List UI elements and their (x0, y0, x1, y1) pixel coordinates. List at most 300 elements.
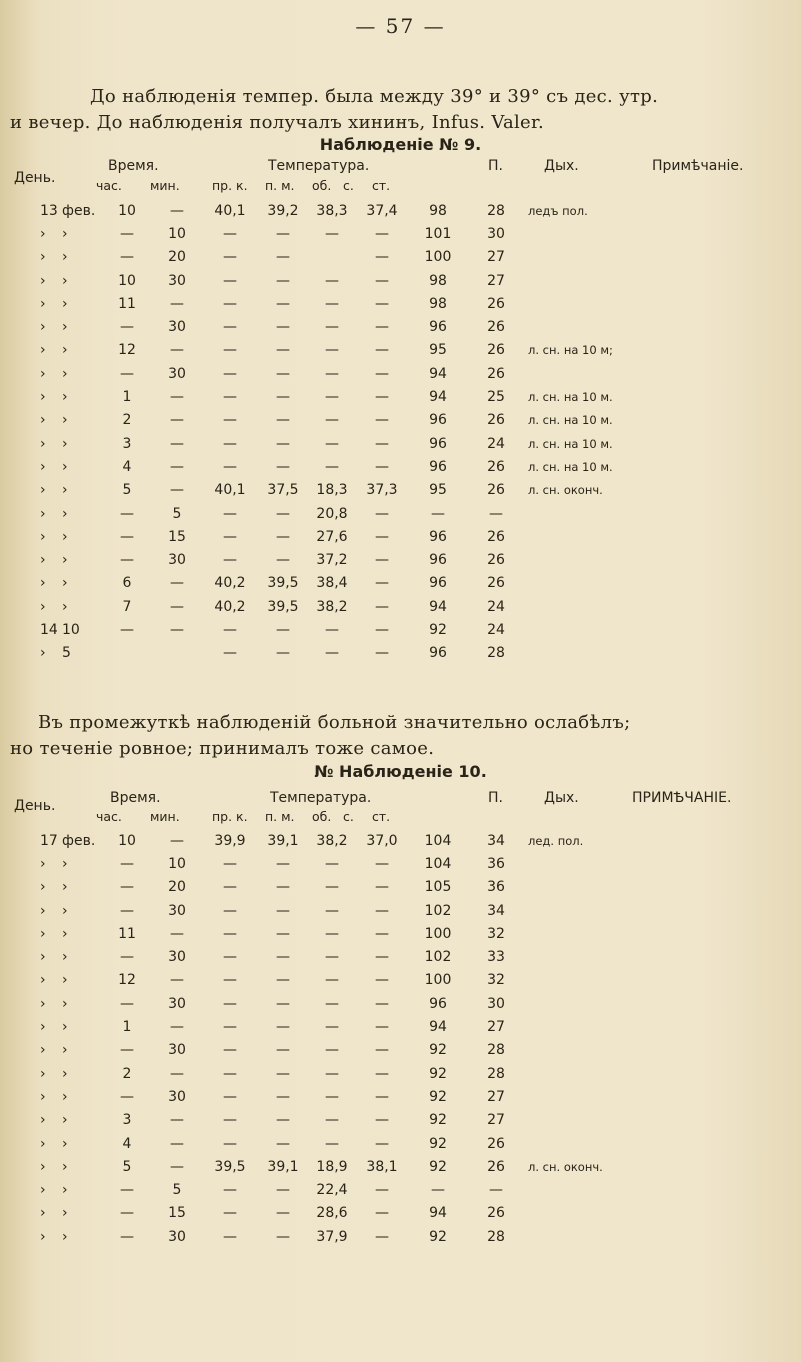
cell-temp-1: — (223, 855, 237, 872)
cell-pulse: 96 (429, 528, 447, 545)
cell-temp-3: 20,8 (316, 505, 348, 522)
cell-day: › (40, 1042, 46, 1059)
cell-temp-1: 39,9 (214, 832, 246, 849)
cell-breath: 26 (487, 575, 505, 592)
cell-breath: 34 (487, 902, 505, 919)
cell-pulse: 96 (429, 575, 447, 592)
cell-temp-4: — (375, 342, 389, 359)
cell-minute: 30 (168, 995, 186, 1012)
cell-day: › (40, 575, 46, 592)
cell-month: › (62, 879, 68, 896)
cell-temp-3: — (325, 458, 339, 475)
cell-temp-1: — (223, 389, 237, 406)
cell-temp-1: — (223, 1205, 237, 1222)
obs9-header-time-m: мин. (150, 178, 180, 193)
cell-note: л. сн. на 10 м; (528, 343, 613, 358)
cell-minute: 30 (168, 1088, 186, 1105)
cell-pulse: 104 (424, 832, 452, 849)
cell-temp-4: — (375, 995, 389, 1012)
cell-note (524, 548, 800, 571)
cell-temp-1: — (223, 435, 237, 452)
cell-day: › (40, 342, 46, 359)
cell-pulse: 92 (429, 1042, 447, 1059)
cell-temp-3: — (325, 925, 339, 942)
cell-note: лед. пол. (528, 833, 584, 848)
obs10-table (40, 829, 800, 1248)
cell-hour: — (120, 365, 134, 382)
cell-month: › (62, 1042, 68, 1059)
table-row (40, 502, 800, 525)
cell-pulse: 92 (429, 1135, 447, 1152)
cell-note (524, 269, 800, 292)
cell-temp-2: — (276, 1135, 290, 1152)
cell-breath: 28 (487, 1065, 505, 1082)
cell-minute: 15 (168, 1205, 186, 1222)
cell-minute: — (170, 435, 184, 452)
cell-day: › (40, 925, 46, 942)
cell-day: › (40, 1228, 46, 1245)
cell-pulse: 98 (429, 202, 447, 219)
cell-temp-2: — (276, 435, 290, 452)
cell-temp-2: — (276, 1205, 290, 1222)
cell-temp-4: — (375, 575, 389, 592)
cell-hour: — (120, 995, 134, 1012)
cell-hour: 11 (118, 295, 136, 312)
cell-month: фев. (62, 832, 96, 849)
cell-temp-3: — (325, 295, 339, 312)
table-row (40, 1039, 800, 1062)
cell-hour: — (120, 528, 134, 545)
intro-line-2: и вечер. До наблюденія получалъ хининъ, Infus. Valer. (10, 112, 544, 133)
obs9-header-temp-4: с. (343, 178, 354, 193)
cell-temp-4: 37,3 (366, 482, 398, 499)
cell-day: › (40, 855, 46, 872)
cell-hour: — (120, 1042, 134, 1059)
cell-day: › (40, 458, 46, 475)
cell-temp-3: — (325, 1042, 339, 1059)
cell-temp-4: — (375, 435, 389, 452)
cell-temp-2: 39,5 (267, 575, 299, 592)
cell-pulse: 96 (429, 995, 447, 1012)
cell-month: › (62, 389, 68, 406)
cell-temp-4: — (375, 645, 389, 662)
cell-temp-1: — (223, 249, 237, 266)
cell-temp-1: — (223, 272, 237, 289)
cell-minute: — (170, 575, 184, 592)
cell-temp-2: — (276, 855, 290, 872)
cell-temp-3: — (325, 225, 339, 242)
table-row (40, 246, 800, 269)
table-row (40, 922, 800, 945)
cell-temp-1: 40,2 (214, 598, 246, 615)
table-row (40, 876, 800, 899)
cell-minute: — (170, 1065, 184, 1082)
cell-breath: 36 (487, 879, 505, 896)
table-row (40, 1015, 800, 1038)
cell-minute: — (170, 202, 184, 219)
cell-breath: 26 (487, 342, 505, 359)
cell-hour: 4 (122, 1135, 132, 1152)
cell-temp-2: — (276, 1065, 290, 1082)
cell-note: л. сн. оконч. (528, 1159, 603, 1174)
obs10-header-day: День. (14, 798, 56, 814)
cell-hour: — (120, 1182, 134, 1199)
cell-temp-1: — (223, 1019, 237, 1036)
cell-temp-2: — (276, 272, 290, 289)
cell-temp-2: — (276, 342, 290, 359)
table-row (40, 992, 800, 1015)
cell-note (524, 502, 800, 525)
cell-minute: 5 (172, 505, 182, 522)
cell-month: › (62, 482, 68, 499)
cell-breath: 24 (487, 621, 505, 638)
cell-temp-3: 38,4 (316, 575, 348, 592)
middle-line-1: Въ промежуткѣ наблюденій больной значительно ослабѣлъ; (38, 712, 631, 733)
cell-note (524, 315, 800, 338)
cell-hour: — (120, 949, 134, 966)
cell-breath: 26 (487, 365, 505, 382)
cell-temp-3: — (325, 1019, 339, 1036)
table-row (40, 292, 800, 315)
cell-temp-1: — (223, 1228, 237, 1245)
cell-temp-4: — (375, 925, 389, 942)
cell-day: › (40, 1065, 46, 1082)
cell-temp-4: — (375, 1019, 389, 1036)
cell-note (524, 876, 800, 899)
cell-pulse: 100 (424, 925, 452, 942)
table-row (40, 525, 800, 548)
cell-breath: 26 (487, 528, 505, 545)
cell-hour: 10 (118, 202, 136, 219)
cell-breath: 26 (487, 412, 505, 429)
cell-month: › (62, 1112, 68, 1129)
cell-month: › (62, 925, 68, 942)
cell-pulse: 92 (429, 1065, 447, 1082)
cell-day: › (40, 1088, 46, 1105)
cell-month: › (62, 949, 68, 966)
cell-temp-4: 38,1 (366, 1158, 398, 1175)
cell-pulse: 92 (429, 621, 447, 638)
table-row (40, 339, 800, 362)
cell-minute: — (170, 412, 184, 429)
cell-temp-3: 28,6 (316, 1205, 348, 1222)
cell-day: › (40, 319, 46, 336)
obs10-header-time: Время. (110, 790, 161, 806)
cell-temp-1: — (223, 225, 237, 242)
cell-temp-1: — (223, 412, 237, 429)
cell-month: › (62, 435, 68, 452)
cell-minute: 30 (168, 1228, 186, 1245)
cell-temp-1: 40,1 (214, 202, 246, 219)
cell-breath: 26 (487, 458, 505, 475)
cell-pulse: 101 (424, 225, 452, 242)
cell-temp-4: 37,4 (366, 202, 398, 219)
cell-pulse: 105 (424, 879, 452, 896)
cell-note (524, 572, 800, 595)
cell-temp-3: 27,6 (316, 528, 348, 545)
cell-temp-4: — (375, 1042, 389, 1059)
cell-temp-4: — (375, 1135, 389, 1152)
cell-breath: 27 (487, 272, 505, 289)
table-row (40, 969, 800, 992)
cell-hour: 12 (118, 342, 136, 359)
cell-pulse: — (431, 505, 445, 522)
cell-day: › (40, 249, 46, 266)
cell-temp-1: 40,1 (214, 482, 246, 499)
cell-hour: 2 (122, 412, 132, 429)
cell-note (524, 618, 800, 641)
cell-day: › (40, 995, 46, 1012)
obs9-header-temp-1: пр. к. (212, 178, 248, 193)
cell-note (524, 1132, 800, 1155)
cell-temp-1: — (223, 1182, 237, 1199)
cell-note (524, 899, 800, 922)
cell-breath: 26 (487, 1205, 505, 1222)
cell-note (524, 1015, 800, 1038)
cell-temp-1: — (223, 319, 237, 336)
cell-temp-4: — (375, 1088, 389, 1105)
cell-breath: 26 (487, 482, 505, 499)
table-row (40, 455, 800, 478)
cell-pulse: 96 (429, 412, 447, 429)
cell-breath: 26 (487, 295, 505, 312)
cell-note (524, 922, 800, 945)
cell-hour: 4 (122, 458, 132, 475)
cell-temp-2: — (276, 365, 290, 382)
obs10-rows (40, 829, 800, 1248)
cell-temp-4: — (375, 972, 389, 989)
cell-breath: 32 (487, 925, 505, 942)
cell-temp-2: 39,1 (267, 1158, 299, 1175)
page-number: — 57 — (355, 14, 446, 38)
cell-temp-1: 40,2 (214, 575, 246, 592)
cell-temp-2: — (276, 902, 290, 919)
cell-pulse: 95 (429, 342, 447, 359)
cell-day: › (40, 1205, 46, 1222)
cell-temp-2: 39,5 (267, 598, 299, 615)
cell-hour: — (120, 249, 134, 266)
cell-temp-1: — (223, 505, 237, 522)
cell-day: › (40, 505, 46, 522)
cell-hour: 2 (122, 1065, 132, 1082)
cell-temp-1: — (223, 972, 237, 989)
table-row (40, 852, 800, 875)
cell-pulse: 96 (429, 645, 447, 662)
cell-note (524, 1085, 800, 1108)
obs9-header-temp-2: п. м. (265, 178, 295, 193)
cell-temp-3: — (325, 412, 339, 429)
cell-breath: 30 (487, 995, 505, 1012)
cell-temp-4: 37,0 (366, 832, 398, 849)
cell-month: › (62, 1019, 68, 1036)
cell-pulse: — (431, 1182, 445, 1199)
cell-temp-2: — (276, 645, 290, 662)
cell-temp-3: 18,3 (316, 482, 348, 499)
cell-temp-2: — (276, 389, 290, 406)
cell-temp-1: — (223, 995, 237, 1012)
cell-hour: 3 (122, 1112, 132, 1129)
cell-day: › (40, 435, 46, 452)
cell-minute: 30 (168, 365, 186, 382)
cell-pulse: 100 (424, 249, 452, 266)
cell-pulse: 92 (429, 1228, 447, 1245)
cell-temp-3: — (325, 342, 339, 359)
cell-temp-2: — (276, 949, 290, 966)
cell-note (524, 1225, 800, 1248)
cell-temp-3: — (325, 272, 339, 289)
table-row (40, 315, 800, 338)
cell-day: › (40, 528, 46, 545)
cell-hour: 11 (118, 925, 136, 942)
cell-month: › (62, 855, 68, 872)
cell-temp-2: — (276, 552, 290, 569)
table-row (40, 269, 800, 292)
cell-temp-3: — (325, 879, 339, 896)
cell-temp-1: — (223, 552, 237, 569)
cell-month: › (62, 272, 68, 289)
cell-pulse: 92 (429, 1112, 447, 1129)
cell-day: › (40, 902, 46, 919)
cell-temp-4: — (375, 621, 389, 638)
cell-temp-3: 38,2 (316, 598, 348, 615)
cell-temp-4: — (375, 528, 389, 545)
cell-breath: — (489, 505, 503, 522)
cell-temp-2: — (276, 528, 290, 545)
cell-temp-2: — (276, 505, 290, 522)
cell-temp-3: 37,9 (316, 1228, 348, 1245)
obs10-header-temp: Температура. (270, 790, 372, 806)
cell-breath: 28 (487, 1228, 505, 1245)
cell-note: л. сн. на 10 м. (528, 413, 613, 428)
cell-note (524, 945, 800, 968)
cell-temp-1: — (223, 1112, 237, 1129)
obs10-header-time-m: мин. (150, 809, 180, 824)
cell-note: л. сн. на 10 м. (528, 436, 613, 451)
cell-breath: 36 (487, 855, 505, 872)
cell-temp-3: — (325, 1065, 339, 1082)
cell-temp-3: — (325, 902, 339, 919)
cell-pulse: 94 (429, 1205, 447, 1222)
cell-minute: — (170, 1019, 184, 1036)
cell-temp-4: — (375, 598, 389, 615)
cell-day: › (40, 272, 46, 289)
cell-temp-1: — (223, 1065, 237, 1082)
cell-temp-2: — (276, 319, 290, 336)
cell-temp-3: — (325, 1112, 339, 1129)
cell-temp-3: 18,9 (316, 1158, 348, 1175)
cell-breath: 34 (487, 832, 505, 849)
cell-hour: — (120, 902, 134, 919)
table-row (40, 642, 800, 665)
cell-month: › (62, 1065, 68, 1082)
table-row (40, 899, 800, 922)
cell-day: › (40, 645, 46, 662)
cell-day: › (40, 552, 46, 569)
cell-month: › (62, 528, 68, 545)
cell-breath: 30 (487, 225, 505, 242)
cell-temp-2: 39,1 (267, 832, 299, 849)
cell-temp-2: — (276, 412, 290, 429)
cell-temp-4: — (375, 412, 389, 429)
cell-temp-1: — (223, 902, 237, 919)
cell-pulse: 100 (424, 972, 452, 989)
cell-minute: 30 (168, 949, 186, 966)
table-row (40, 385, 800, 408)
obs10-header-temp-1: пр. к. (212, 809, 248, 824)
cell-day: › (40, 389, 46, 406)
cell-temp-3: 22,4 (316, 1182, 348, 1199)
cell-minute: 30 (168, 902, 186, 919)
cell-breath: 27 (487, 1088, 505, 1105)
cell-temp-2: — (276, 879, 290, 896)
cell-hour: 5 (122, 482, 132, 499)
cell-minute: 30 (168, 319, 186, 336)
cell-temp-2: — (276, 249, 290, 266)
cell-temp-1: — (223, 342, 237, 359)
obs9-rows (40, 199, 800, 665)
middle-paragraph (10, 710, 768, 762)
cell-breath: 24 (487, 598, 505, 615)
cell-minute: 30 (168, 1042, 186, 1059)
cell-breath: 27 (487, 1112, 505, 1129)
cell-pulse: 98 (429, 272, 447, 289)
cell-breath: 27 (487, 1019, 505, 1036)
cell-temp-4: — (375, 458, 389, 475)
cell-month: 10 (62, 621, 80, 638)
cell-temp-2: — (276, 295, 290, 312)
cell-temp-4: — (375, 552, 389, 569)
cell-minute: 30 (168, 552, 186, 569)
table-row (40, 1155, 800, 1178)
cell-temp-1: — (223, 879, 237, 896)
table-row (40, 432, 800, 455)
cell-temp-2: — (276, 1019, 290, 1036)
cell-breath: 27 (487, 249, 505, 266)
cell-day: 13 (40, 202, 58, 219)
cell-minute: — (170, 458, 184, 475)
intro-paragraph (10, 84, 768, 136)
cell-note: л. сн. оконч. (528, 483, 603, 498)
cell-hour: — (120, 855, 134, 872)
cell-day: › (40, 1158, 46, 1175)
cell-temp-4: — (375, 249, 389, 266)
cell-temp-1: 39,5 (214, 1158, 246, 1175)
cell-hour: 10 (118, 272, 136, 289)
cell-minute: — (170, 972, 184, 989)
cell-hour: 3 (122, 435, 132, 452)
cell-hour: — (120, 319, 134, 336)
cell-temp-3: — (325, 435, 339, 452)
cell-temp-2: 39,2 (267, 202, 299, 219)
cell-month: › (62, 295, 68, 312)
cell-month: › (62, 902, 68, 919)
cell-temp-1: — (223, 949, 237, 966)
table-row (40, 548, 800, 571)
obs10-title: № Наблюденіе 10. (314, 762, 487, 781)
obs9-title: Наблюденіе № 9. (319, 135, 482, 154)
cell-minute: — (170, 925, 184, 942)
cell-day: 14 (40, 621, 58, 638)
cell-temp-2: — (276, 1182, 290, 1199)
cell-note: л. сн. на 10 м. (528, 459, 613, 474)
table-row (40, 618, 800, 641)
cell-temp-1: — (223, 1042, 237, 1059)
table-row (40, 945, 800, 968)
obs9-header-temp-3: об. (312, 178, 332, 193)
cell-breath: 32 (487, 972, 505, 989)
cell-minute (152, 642, 202, 665)
cell-hour: — (120, 552, 134, 569)
